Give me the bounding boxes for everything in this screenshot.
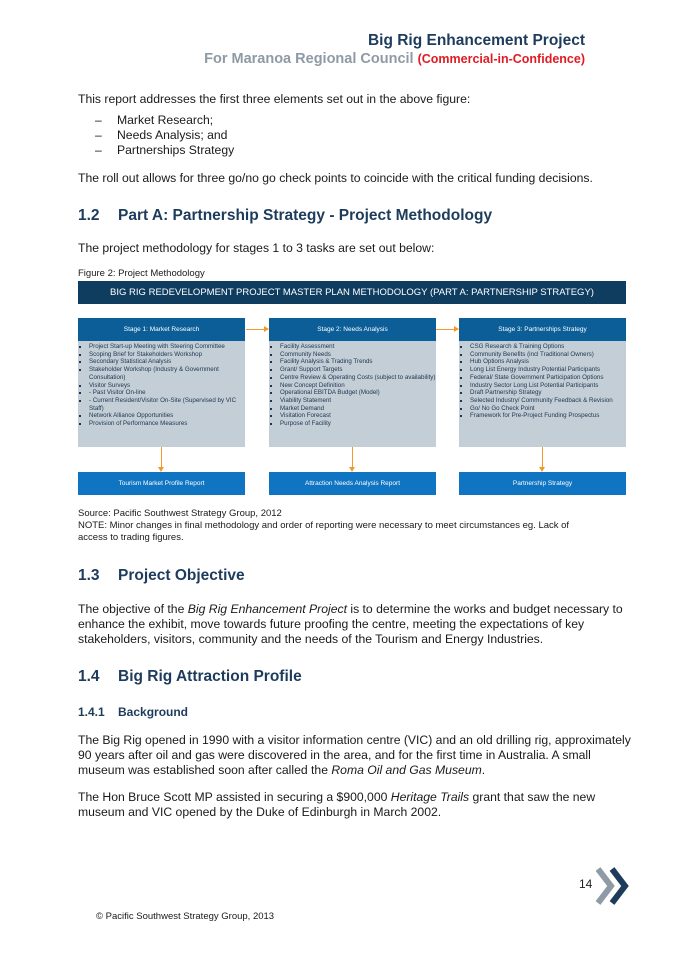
figure-source: Source: Pacific Southwest Strategy Group, 2012 <box>78 508 282 519</box>
copyright-footer: © Pacific Southwest Strategy Group, 2013 <box>96 911 275 922</box>
task-item: ▪ Long List Energy Industry Potential Participants <box>470 366 626 374</box>
task-item: ▪ Facility Analysis & Trading Trends <box>280 358 436 366</box>
task-item: ▪ New Concept Definition <box>280 382 436 390</box>
task-item: ▪ Framework for Pre-Project Funding Prospectus <box>470 412 626 420</box>
stage-3-tasks <box>459 341 626 447</box>
section-heading-1-3: 1.3 Project Objective <box>78 567 245 584</box>
task-item: ▪ Visitation Forecast <box>280 412 436 420</box>
arrow-right-icon <box>436 329 458 330</box>
client-name: For Maranoa Regional Council <box>204 51 414 67</box>
task-item: ▪ - Past Visitor On-line <box>89 389 245 397</box>
arrow-down-icon <box>542 447 543 469</box>
task-item: ▪ Draft Partnership Strategy <box>470 389 626 397</box>
arrow-down-icon <box>352 447 353 469</box>
arrow-down-icon <box>161 447 162 469</box>
background-paragraph-2: The Hon Bruce Scott MP assisted in securing a $900,000 Heritage Trails grant that saw the new museum and VIC opened by the Duke of Edinburgh in March 2002. <box>78 790 596 819</box>
task-item: ▪ Stakeholder Workshop (Industry & Government Consultation) <box>89 366 245 381</box>
figure-title-bar: BIG RIG REDEVELOPMENT PROJECT MASTER PLAN METHODOLOGY (PART A: PARTNERSHIP STRATEGY) <box>78 281 626 304</box>
task-item: ▪ Federal/ State Government Participation Options <box>470 374 626 382</box>
section-heading-1-2: 1.2 Part A: Partnership Strategy - Project Methodology <box>78 207 493 224</box>
figure-note: NOTE: Minor changes in final methodology and order of reporting were necessary to meet circumstances eg. Lack of access to trading figures. <box>78 520 570 543</box>
stage-3-output: Partnership Strategy <box>459 472 626 495</box>
task-item: ▪ Operational EBITDA Budget (Model) <box>280 389 436 397</box>
section-heading-1-4-1: 1.4.1 Background <box>78 705 189 719</box>
task-item: ▪ Community Benefits (incl Traditional Owners) <box>470 351 626 359</box>
stage-2-header: Stage 2: Needs Analysis <box>269 318 436 341</box>
list-item: – Market Research; <box>95 113 214 127</box>
task-item: ▪ CSG Research & Training Options <box>470 343 626 351</box>
task-item: ▪ Network Alliance Opportunities <box>89 412 245 420</box>
double-chevron-right-icon <box>595 866 633 906</box>
stage-1-tasks <box>78 341 245 447</box>
stage-2-output: Attraction Needs Analysis Report <box>269 472 436 495</box>
task-item: ▪ Provision of Performance Measures <box>89 420 245 428</box>
stage-2-tasks <box>269 341 436 447</box>
arrow-right-icon <box>246 329 268 330</box>
page-number: 14 <box>579 877 593 891</box>
task-item: ▪ Viability Statement <box>280 397 436 405</box>
figure-caption: Figure 2: Project Methodology <box>78 268 205 279</box>
task-item: ▪ Purpose of Facility <box>280 420 436 428</box>
stage-3-header: Stage 3: Partnerships Strategy <box>459 318 626 341</box>
task-item: ▪ Scoping Brief for Stakeholders Workshop <box>89 351 245 359</box>
document-title: Big Rig Enhancement Project <box>367 32 585 49</box>
task-item: ▪ - Current Resident/Visitor On-Site (Supervised by VIC Staff) <box>89 397 245 412</box>
task-item: ▪ Industry Sector Long List Potential Participants <box>470 382 626 390</box>
list-item: – Partnerships Strategy <box>95 143 235 157</box>
task-item: ▪ Project Start-up Meeting with Steering Committee <box>89 343 245 351</box>
task-item: ▪ Community Needs <box>280 351 436 359</box>
background-paragraph-1: The Big Rig opened in 1990 with a visitor information centre (VIC) and an old drilling rig, approximately 90 years after oil and gas were discovered in the area, and for the first time in Australia. A small museum was established soon after called the Roma Oil and Gas Museum. <box>78 733 631 777</box>
confidential-label: (Commercial-in-Confidence) <box>417 52 585 66</box>
task-item: ▪ Selected Industry/ Community Feedback & Revision <box>470 397 626 405</box>
document-subtitle <box>204 51 585 67</box>
list-item: – Needs Analysis; and <box>95 128 228 142</box>
task-item: ▪ Market Demand <box>280 405 436 413</box>
objective-text: The objective of the Big Rig Enhancement Project is to determine the works and budget necessary to enhance the exhibit, move towards future proofing the centre, meeting the expectations of key stakeholders, visitors, community and the needs of the Tourism and Energy Industries. <box>78 602 623 646</box>
rollout-text: The roll out allows for three go/no go check points to coincide with the critical funding decisions. <box>78 171 593 185</box>
intro-list <box>95 113 234 158</box>
methodology-intro: The project methodology for stages 1 to 3 tasks are set out below: <box>78 241 435 255</box>
stage-1-output: Tourism Market Profile Report <box>78 472 245 495</box>
stage-1-header: Stage 1: Market Research <box>78 318 245 341</box>
task-item: ▪ Hub Options Analysis <box>470 358 626 366</box>
task-item: ▪ Go/ No Go Check Point <box>470 405 626 413</box>
task-item: ▪ Centre Review & Operating Costs (subject to availability) <box>280 374 436 382</box>
section-heading-1-4: 1.4 Big Rig Attraction Profile <box>78 668 302 685</box>
task-item: ▪ Facility Assessment <box>280 343 436 351</box>
task-item: ▪ Secondary Statistical Analysis <box>89 358 245 366</box>
task-item: ▪ Grant/ Support Targets <box>280 366 436 374</box>
intro-text: This report addresses the first three elements set out in the above figure: <box>78 92 471 106</box>
task-item: ▪ Visitor Surveys <box>89 382 245 390</box>
